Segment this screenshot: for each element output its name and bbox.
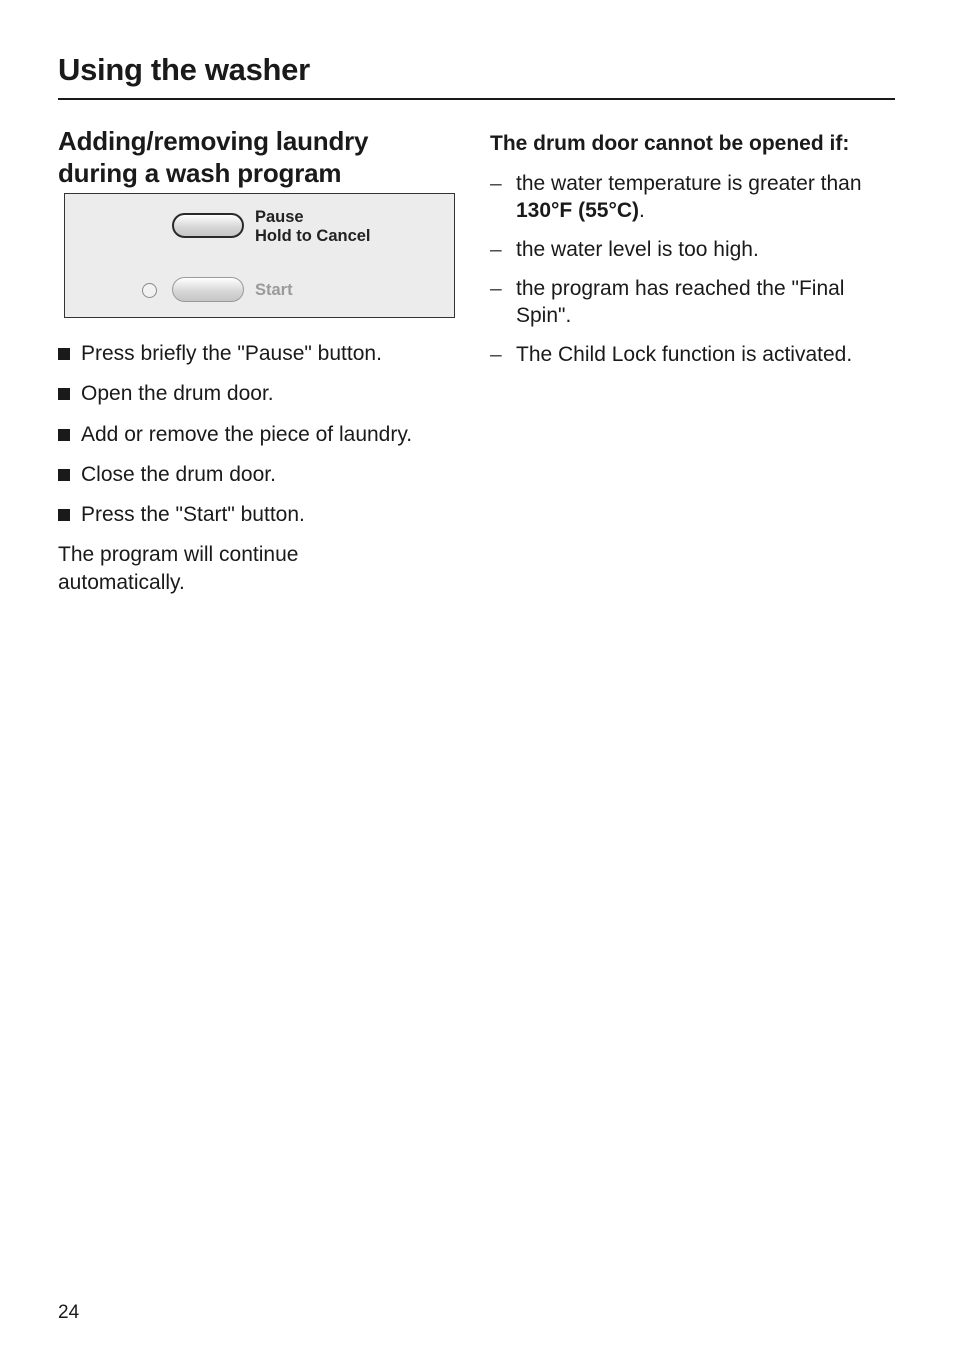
- pause-button[interactable]: [172, 213, 244, 238]
- condition-text: the program has reached the "Final Spin".: [516, 277, 845, 327]
- condition-item: [490, 170, 900, 224]
- condition-suffix: .: [639, 199, 645, 222]
- step-text: Press the "Start" button.: [81, 503, 305, 527]
- dash-bullet-icon: –: [490, 343, 502, 366]
- step-item: [58, 380, 458, 420]
- step-text: Add or remove the piece of laundry.: [81, 422, 413, 446]
- start-label: Start: [255, 281, 293, 299]
- square-bullet-icon: [58, 509, 70, 521]
- step-text: Open the drum door.: [81, 382, 274, 406]
- steps-list: [58, 340, 458, 541]
- section-heading: Adding/removing laundry during a wash program: [58, 126, 369, 188]
- conditions-list: [490, 170, 900, 380]
- page-title: Using the washer: [58, 52, 310, 87]
- condition-temperature: 130°F (55°C): [516, 199, 640, 222]
- step-item: [58, 421, 458, 461]
- dash-bullet-icon: –: [490, 277, 502, 300]
- continue-note: The program will continue automatically.: [58, 543, 299, 594]
- step-text: Close the drum door.: [81, 462, 276, 486]
- conditions-heading: The drum door cannot be opened if:: [490, 132, 850, 155]
- condition-text: the water level is too high.: [516, 238, 759, 261]
- step-item: [58, 340, 458, 380]
- step-item: [58, 501, 458, 541]
- step-text: Press briefly the "Pause" button.: [81, 342, 382, 365]
- pause-label: Pause: [255, 208, 304, 226]
- square-bullet-icon: [58, 469, 70, 481]
- square-bullet-icon: [58, 388, 70, 400]
- condition-text: The Child Lock function is activated.: [516, 343, 853, 366]
- page-number: 24: [58, 1302, 80, 1323]
- step-item: [58, 461, 458, 501]
- condition-item: [490, 236, 900, 263]
- title-divider: [58, 98, 895, 100]
- start-indicator-light: [142, 283, 157, 298]
- square-bullet-icon: [58, 348, 70, 360]
- condition-text: the water temperature is greater than: [516, 172, 862, 195]
- start-button[interactable]: [172, 277, 244, 302]
- square-bullet-icon: [58, 429, 70, 441]
- dash-bullet-icon: –: [490, 238, 502, 261]
- hold-to-cancel-label: Hold to Cancel: [255, 227, 371, 245]
- condition-item: [490, 275, 900, 329]
- condition-item: [490, 341, 900, 368]
- control-panel-illustration: [64, 193, 455, 318]
- dash-bullet-icon: –: [490, 172, 502, 195]
